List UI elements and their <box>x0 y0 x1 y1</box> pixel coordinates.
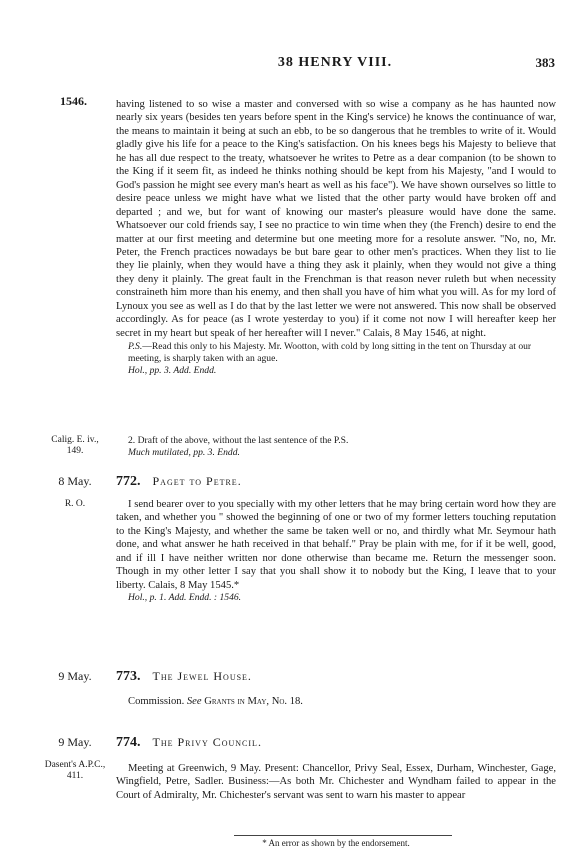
entry-772-paragraph: I send bearer over to you specially with my other letters that he may bring certain word how they are taken, and whether you " showed the beginning of one or two of my former letters touching reputation to the King's Majesty, and whether the same be taken well or no, and thirdly what Mr. Seymour hath done, and what answer he hath received in that behalf." Pray be plain with me, for if it be well, good, and if ill I have neither written nor done otherwise than became me. Return the messenger soon. Though in my other letter I say that you shall show it to nobody but the King, I leave that to your liberty. Calais, 8 May 1545.* <box>116 499 556 591</box>
ps-label: P.S. <box>128 341 143 353</box>
entry-774-heading <box>116 735 262 751</box>
entry-772-body <box>116 498 556 604</box>
running-head: 38 HENRY VIII. <box>277 55 393 70</box>
item-2-note: Much mutilated, pp. 3. Endd. <box>128 447 240 458</box>
entry-title: The Jewel House. <box>152 669 252 683</box>
footnote: * An error as shown by the endorsement. <box>262 838 410 848</box>
entry-title: The Privy Council. <box>152 735 262 749</box>
page-number: 383 <box>535 55 555 70</box>
entry-number: 774. <box>116 735 141 750</box>
margin-date-773: 9 May. <box>58 669 92 683</box>
entry-773-heading <box>116 669 252 685</box>
entry-771-item-2 <box>116 435 556 459</box>
entry-774-paragraph: Meeting at Greenwich, 9 May. Present: Chancellor, Privy Seal, Essex, Durham, Winchester, Gage, Wingfield, Petre, Sadler. Business:—As both Mr. Chichester and Wyndham failed to appear in the Court of Admiralty, Mr. Chichester's servant was sent to warn his master to appear <box>116 763 556 801</box>
item-2-text: 2. Draft of the above, without the last sentence of the P.S. <box>128 435 349 446</box>
ps-text: —Read this only to his Majesty. Mr. Wootton, with cold by long sitting in the tent on Thursday at our meeting, is sharply taken with an ague. <box>128 341 532 365</box>
entry-number: 773. <box>116 669 141 684</box>
entry-774-body <box>116 762 556 802</box>
margin-ref-calig: Calig. E. iv., 149. <box>51 435 99 456</box>
entry-772-holograph-note: Hol., p. 1. Add. Endd. : 1546. <box>128 592 242 604</box>
entry-title: Paget to Petre. <box>152 474 242 488</box>
entry-771-paragraph: having listened to so wise a master and conversed with so wise a company as he has haunted now nearly six years (besides ten years before spent in the King's service) he knows the continuance of war, the means to maintain it being at such an ebb, to be so dangerous that he trembles to write of it. Would gladly give his life for a peace to the King's satisfaction. On his knees begs his Majesty to believe that he has all due respect to the treaty, whatsoever he writes to Petre as a dear companion (to be shown to the King if it seem fit, as indeed he thinks nothing should be kept from his Majesty, "and I would to God's passion he might see every man's heart as well as his face"). We have shown ourselves so little to desire peace unless we might have what we listed that the other party would have broken off and departed ; and we, but for want of knowing our master's pleasure would have done the same. Whatsoever our cold friends say, I see no practice to win time when they (the French) desire to end the matter at our first meeting and determine but one meeting more for a resolute answer. "No, no, Mr. Peter, the French practices nowadays be but bare gear to other men's practices. When they list to lie they lie plainly, when they would have a thing they ask it plainly, when they would not give a thing they deny it plainly. The great fault in the Frenchman is that reason never ruleth but when necessity constraineth him more than his enemy, and then shall you have of him what you will. As for my lord of Lynoux you see as well as I do that by the last letter we were not answered. This now shall be observed accordingly. As for peace (as I wrote yesterday to you) if it come not now I will hereafter keep her secret in my heart but speak of her hereafter will I never." Calais, 8 May 1546, at night. <box>116 99 556 339</box>
footnote-divider <box>234 835 452 836</box>
entry-772-heading <box>116 474 242 490</box>
margin-ref-dasent: Dasent's A.P.C., 411. <box>44 760 106 781</box>
entry-773-body <box>116 695 556 708</box>
margin-ref-ro: R. O. <box>64 499 86 509</box>
margin-year: 1546. <box>60 94 87 108</box>
margin-date-772: 8 May. <box>58 474 92 488</box>
entry-771-body <box>116 98 556 377</box>
entry-771-holograph-note: Hol., pp. 3. Add. Endd. <box>128 365 217 377</box>
page-header <box>115 55 555 75</box>
margin-date-774: 9 May. <box>58 735 92 749</box>
entry-773-paragraph: Commission. See Grants in May, No. 18. <box>128 696 303 707</box>
entry-number: 772. <box>116 474 141 489</box>
entry-771-postscript <box>116 341 556 365</box>
